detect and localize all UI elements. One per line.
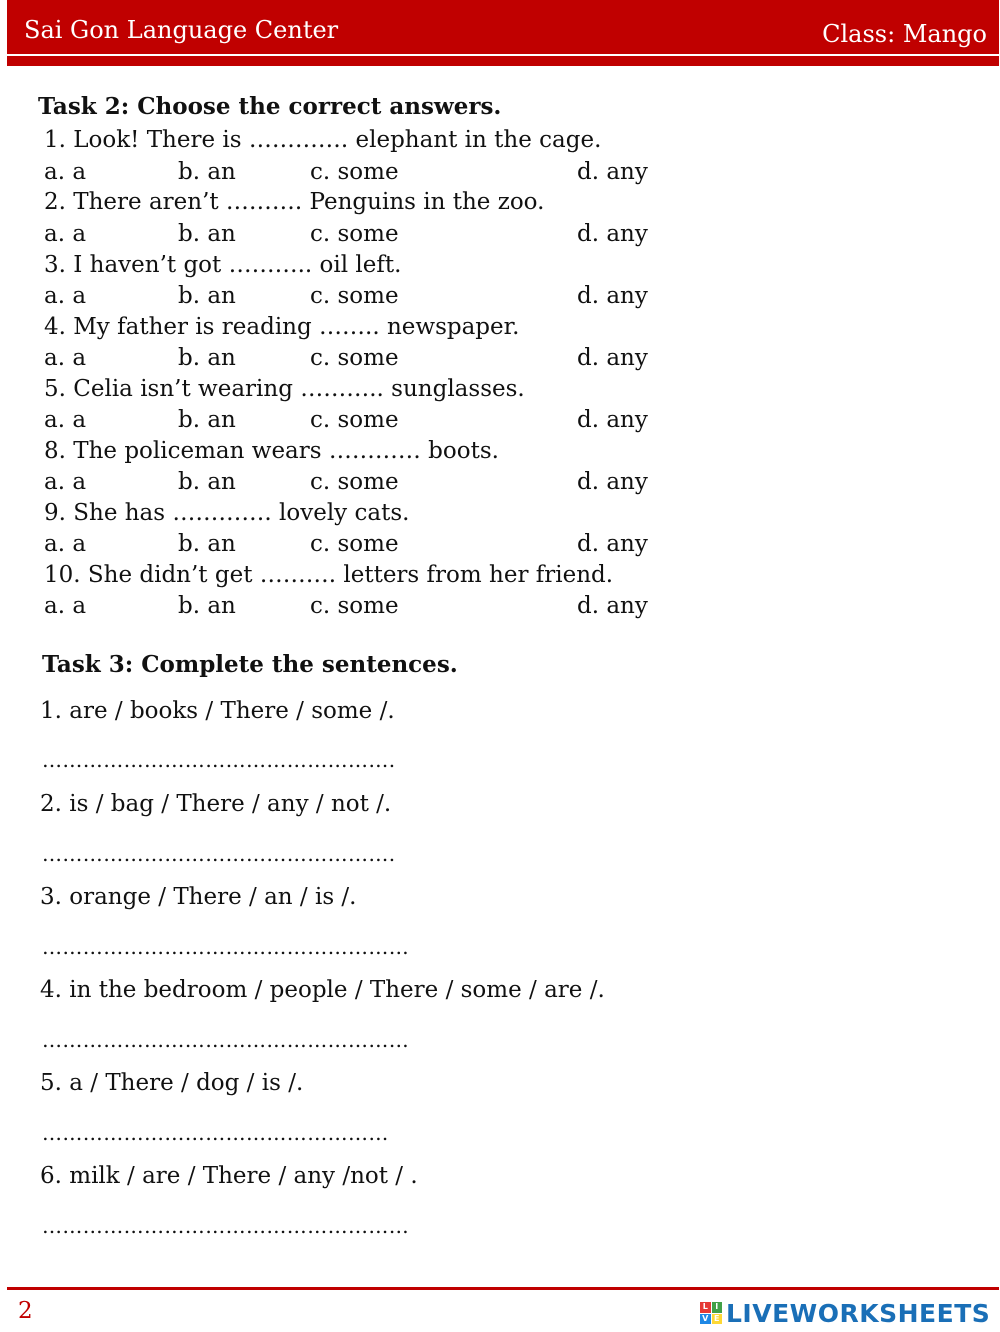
task3-answer-line-4[interactable]: ……………………………………………… — [42, 1028, 410, 1052]
option-d[interactable]: d. any — [577, 283, 648, 309]
class-label: Class: Mango — [822, 20, 987, 48]
option-a[interactable]: a. a — [44, 159, 87, 185]
task2-question-4: 4. My father is reading …….. newspaper. — [44, 314, 520, 340]
logo-letter: V — [700, 1314, 711, 1325]
task3-answer-line-2[interactable]: ……………………………………………. — [42, 842, 396, 866]
header-divider — [7, 56, 999, 66]
center-name: Sai Gon Language Center — [24, 16, 339, 44]
option-a[interactable]: a. a — [44, 345, 87, 371]
logo-letter: L — [700, 1302, 711, 1313]
option-a[interactable]: a. a — [44, 407, 87, 433]
option-c[interactable]: c. some — [310, 407, 399, 433]
option-d[interactable]: d. any — [577, 221, 648, 247]
task3-answer-line-6[interactable]: ……………………………………………… — [42, 1214, 410, 1238]
option-b[interactable]: b. an — [178, 345, 236, 371]
liveworksheets-logo[interactable] — [700, 1299, 990, 1327]
page-number: 2 — [18, 1298, 33, 1324]
option-b[interactable]: b. an — [178, 283, 236, 309]
option-b[interactable]: b. an — [178, 221, 236, 247]
option-d[interactable]: d. any — [577, 407, 648, 433]
task2-question-5: 5. Celia isn’t wearing ……….. sunglasses. — [44, 376, 525, 402]
task2-question-10: 10. She didn’t get ………. letters from her friend. — [44, 562, 614, 588]
option-d[interactable]: d. any — [577, 593, 648, 619]
option-b[interactable]: b. an — [178, 469, 236, 495]
task2-question-2: 2. There aren’t ………. Penguins in the zoo. — [44, 189, 545, 215]
option-c[interactable]: c. some — [310, 283, 399, 309]
footer-divider — [7, 1287, 999, 1290]
option-d[interactable]: d. any — [577, 469, 648, 495]
task3-sentence-5: 5. a / There / dog / is /. — [40, 1070, 304, 1096]
logo-letter: E — [712, 1314, 723, 1325]
task2-question-9: 9. She has …………. lovely cats. — [44, 500, 410, 526]
option-a[interactable]: a. a — [44, 283, 87, 309]
task3-sentence-6: 6. milk / are / There / any /not / . — [40, 1163, 418, 1189]
option-a[interactable]: a. a — [44, 221, 87, 247]
task3-sentence-1: 1. are / books / There / some /. — [40, 698, 395, 724]
option-b[interactable]: b. an — [178, 593, 236, 619]
task3-sentence-2: 2. is / bag / There / any / not /. — [40, 791, 392, 817]
option-b[interactable]: b. an — [178, 531, 236, 557]
option-b[interactable]: b. an — [178, 159, 236, 185]
task3-sentence-4: 4. in the bedroom / people / There / some / are /. — [40, 977, 605, 1003]
option-d[interactable]: d. any — [577, 345, 648, 371]
option-a[interactable]: a. a — [44, 593, 87, 619]
task2-question-3: 3. I haven’t got ……….. oil left. — [44, 252, 402, 278]
task2-title: Task 2: Choose the correct answers. — [38, 93, 502, 120]
option-c[interactable]: c. some — [310, 221, 399, 247]
option-d[interactable]: d. any — [577, 531, 648, 557]
page-header — [7, 0, 999, 54]
option-c[interactable]: c. some — [310, 531, 399, 557]
task2-question-8: 8. The policeman wears ………… boots. — [44, 438, 499, 464]
option-d[interactable]: d. any — [577, 159, 648, 185]
option-c[interactable]: c. some — [310, 469, 399, 495]
option-a[interactable]: a. a — [44, 531, 87, 557]
option-b[interactable]: b. an — [178, 407, 236, 433]
option-c[interactable]: c. some — [310, 345, 399, 371]
task3-title: Task 3: Complete the sentences. — [42, 651, 458, 678]
task3-answer-line-5[interactable]: …………………………………………… — [42, 1121, 389, 1145]
option-c[interactable]: c. some — [310, 159, 399, 185]
logo-text: LIVEWORKSHEETS — [726, 1298, 991, 1328]
logo-letter: I — [712, 1302, 723, 1313]
task2-question-1: 1. Look! There is …………. elephant in the cage. — [44, 127, 602, 153]
liveworksheets-icon — [700, 1302, 722, 1324]
task3-answer-line-3[interactable]: ……………………………………………… — [42, 935, 410, 959]
option-a[interactable]: a. a — [44, 469, 87, 495]
task3-sentence-3: 3. orange / There / an / is /. — [40, 884, 357, 910]
task3-answer-line-1[interactable]: ……………………………………………. — [42, 748, 396, 772]
option-c[interactable]: c. some — [310, 593, 399, 619]
